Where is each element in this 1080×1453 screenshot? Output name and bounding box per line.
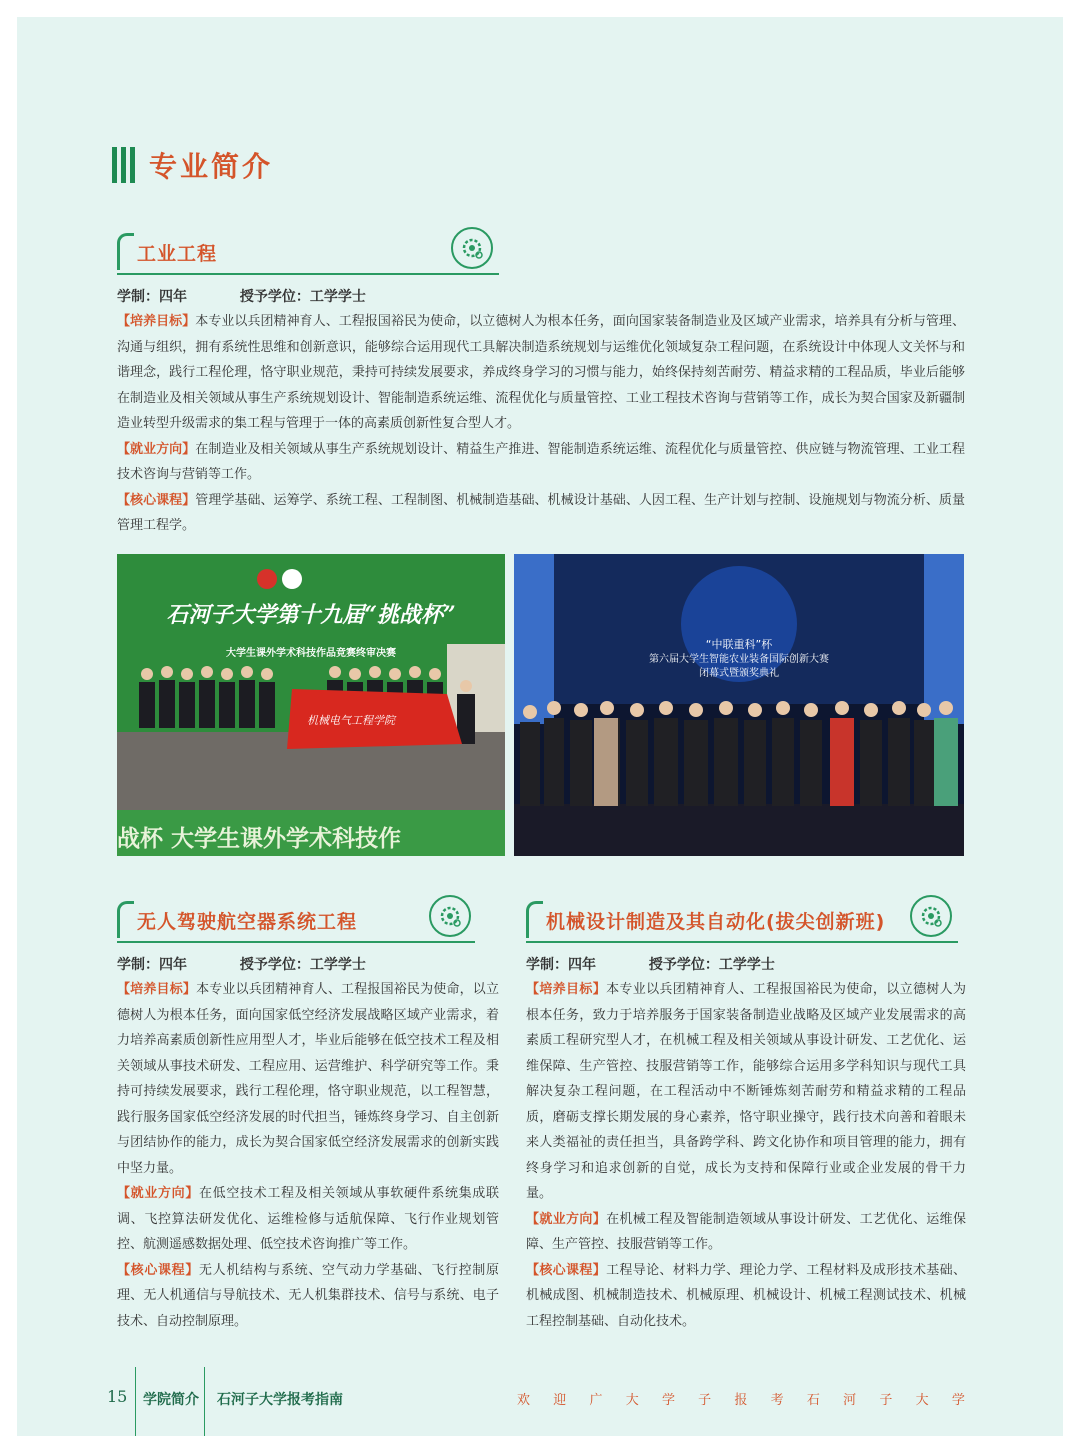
training-goal <box>117 977 499 1181</box>
career-direction <box>117 1181 499 1258</box>
gear-icon <box>451 227 493 269</box>
program-meta <box>117 953 499 977</box>
program-mechanical-design <box>526 897 966 1334</box>
career-label: 【就业方向】 <box>117 441 196 457</box>
duration: 学制：四年 <box>117 957 187 973</box>
degree: 授予学位：工学学士 <box>239 957 366 973</box>
program-meta <box>526 953 966 977</box>
photo-challenge-cup <box>117 554 505 856</box>
goal-label: 【培养目标】 <box>526 982 607 997</box>
gear-icon <box>429 895 471 937</box>
program-header <box>117 229 499 275</box>
program-name: 无人驾驶航空器系统工程 <box>137 911 358 933</box>
core-text: 工程导论、材料力学、理论力学、工程材料及成形技术基础、机械成图、机械制造技术、机械原理、机械设计、机械工程测试技术、机械工程控制基础、自动化技术。 <box>526 1262 966 1329</box>
goal-label: 【培养目标】 <box>117 982 197 997</box>
program-uav-systems <box>117 897 499 1334</box>
duration: 学制：四年 <box>117 289 187 305</box>
footer-welcome: 欢 迎 广 大 学 子 报 考 石 河 子 大 学 <box>517 1393 965 1408</box>
degree: 授予学位：工学学士 <box>239 289 366 305</box>
core-label: 【核心课程】 <box>117 492 196 508</box>
photo-award-ceremony <box>514 554 964 856</box>
goal-label: 【培养目标】 <box>117 314 196 329</box>
program-header <box>117 897 475 943</box>
page <box>17 17 1063 1436</box>
core-text: 管理学基础、运筹学、系统工程、工程制图、机械制造基础、机械设计基础、人因工程、生产计划与控制、设施规划与物流分析、质量管理工程学。 <box>117 492 965 533</box>
footer-section: 学院简介 <box>143 1392 199 1408</box>
program-name: 机械设计制造及其自动化(拔尖创新班) <box>546 911 886 933</box>
section-title-text: 专业简介 <box>149 150 274 183</box>
core-courses <box>526 1258 966 1335</box>
footer-guide: 石河子大学报考指南 <box>217 1392 343 1408</box>
core-courses <box>117 1258 499 1335</box>
career-text: 在低空技术工程及相关领域从事软硬件系统集成联调、飞控算法研发优化、运维检修与适航保障、飞行作业规划管控、航测遥感数据处理、低空技术咨询推广等工作。 <box>117 1186 499 1252</box>
career-direction <box>526 1207 966 1258</box>
core-courses <box>117 488 965 539</box>
program-meta <box>117 285 965 309</box>
page-footer <box>17 1367 1063 1436</box>
photo1-banner-sub: 大学生课外学术科技作品竞赛终审决赛 <box>226 648 396 659</box>
degree: 授予学位：工学学士 <box>648 957 775 973</box>
program-header <box>526 897 958 943</box>
photo2-screen-line2: 第六届大学生智能农业装备国际创新大赛 <box>649 654 829 665</box>
goal-text: 本专业以兵团精神育人、工程报国裕民为使命，以立德树人为根本任务，面向国家低空经济发展战略区域产业需求，着力培养高素质创新性应用型人才，毕业后能够在低空技术工程及相关领域从事技术研发、工程应用、运营维护、科学研究等工作。秉持可持续发展要求，践行工程伦理，恪守职业规范，以工程智慧，践行服务国家低空经济发展的时代担当，锤炼终身学习、自主创新与团结协作的能力，成长为契合国家低空经济发展需求的创新实践中坚力量。 <box>117 982 499 1176</box>
page-number: 15 <box>107 1387 128 1406</box>
training-goal <box>117 309 965 437</box>
core-label: 【核心课程】 <box>117 1262 199 1278</box>
photo1-flag-text: 机械电气工程学院 <box>307 714 395 727</box>
photo1-banner-title: 石河子大学第十九届“挑战杯” <box>166 602 456 628</box>
goal-text: 本专业以兵团精神育人、工程报国裕民为使命，以立德树人为根本任务，致力于培养服务于国家装备制造业战略及区域产业发展需求的高素质工程研究型人才，在机械工程及相关领域从事设计研发、工艺优化、运维保障、生产管控、技服营销等工作，能够综合运用多学科知识与现代工具解决复杂工程问题，在工程活动中不断锤炼刻苦耐劳和精益求精的工程品质，磨砺支撑长期发展的身心素养，恪守职业操守，践行技术向善和着眼未来人类福祉的责任担当，具备跨学科、跨文化协作和项目管理的能力，拥有终身学习和追求创新的自觉，成长为支持和保障行业或企业发展的骨干力量。 <box>526 982 966 1201</box>
duration: 学制：四年 <box>526 957 596 973</box>
section-title <box>112 145 273 185</box>
career-label: 【就业方向】 <box>117 1186 199 1201</box>
career-direction <box>117 437 965 488</box>
photo2-screen-line1: “中联重科”杯 <box>705 638 773 651</box>
photo-award-ceremony-image <box>514 554 964 856</box>
gear-icon <box>910 895 952 937</box>
photo1-bottom-text: 战杯 大学生课外学术科技作 <box>117 826 402 852</box>
program-name: 工业工程 <box>137 243 218 265</box>
career-text: 在机械工程及智能制造领域从事设计研发、工艺优化、运维保障、生产管控、技服营销等工作。 <box>526 1211 966 1252</box>
program-industrial-engineering <box>117 229 965 539</box>
career-text: 在制造业及相关领域从事生产系统规划设计、精益生产推进、智能制造系统运维、流程优化与质量管控、供应链与物流管理、工业工程技术咨询与营销等工作。 <box>117 441 965 482</box>
career-label: 【就业方向】 <box>526 1211 607 1227</box>
goal-text: 本专业以兵团精神育人、工程报国裕民为使命，以立德树人为根本任务，面向国家装备制造业及区域产业需求，培养具有分析与管理、沟通与组织，拥有系统性思维和创新意识，能够综合运用现代工具解决制造系统规划与运维优化领域复杂工程问题，在系统设计中体现人文关怀与和谐理念，践行工程伦理，恪守职业规范，秉持可持续发展要求，养成终身学习的习惯与能力，始终保持刻苦耐劳、精益求精的工程品质，毕业后能够在制造业及相关领域从事生产系统规划设计、智能制造系统运维、流程优化与质量管控、工业工程技术咨询与营销等工作，成长为契合国家及新疆制造业转型升级需求的集工程与管理于一体的高素质创新性复合型人才。 <box>117 314 965 431</box>
photo2-screen-line3: 闭幕式暨颁奖典礼 <box>699 668 779 679</box>
core-text: 无人机结构与系统、空气动力学基础、飞行控制原理、无人机通信与导航技术、无人机集群技术、信号与系统、电子技术、自动控制原理。 <box>117 1262 499 1329</box>
core-label: 【核心课程】 <box>526 1262 607 1278</box>
training-goal <box>526 977 966 1207</box>
title-bars-icon <box>112 147 135 183</box>
